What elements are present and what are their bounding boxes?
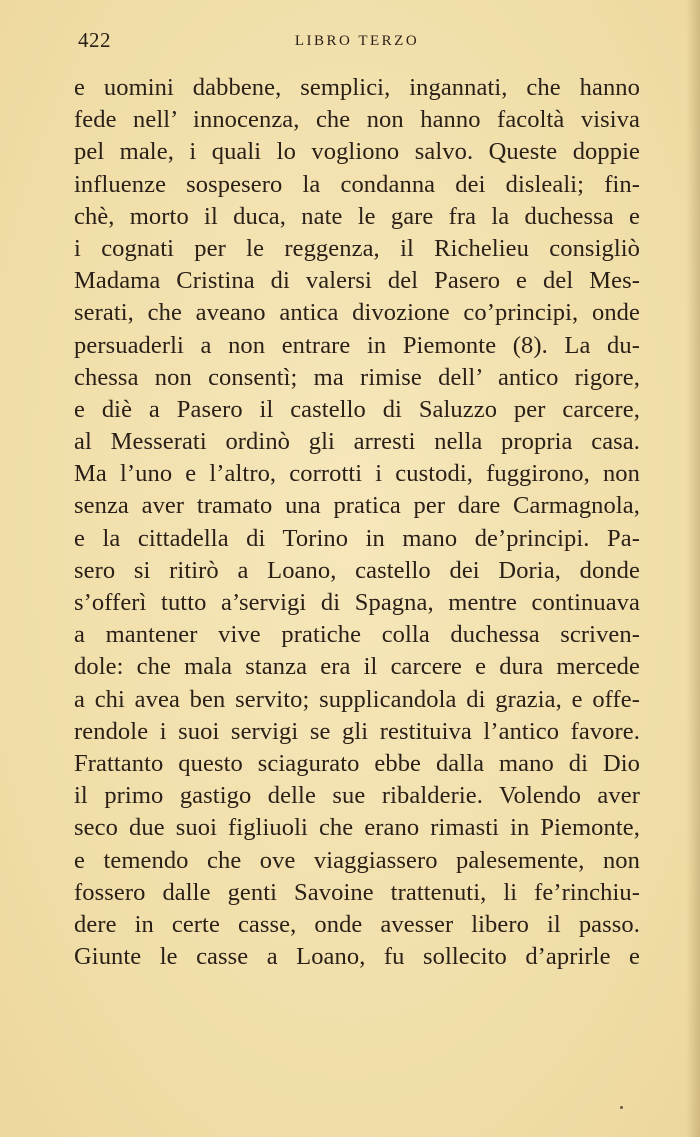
text-line: e uomini dabbene, semplici, ingannati, che hanno [74,74,640,101]
text-line: sero si ritirò a Loano, castello dei Doria, donde [74,556,640,584]
text-line: Frattanto questo sciagurato ebbe dalla mano di Dio [74,749,640,777]
text-line: e temendo che ove viaggiassero palesemente, non [74,846,640,874]
text-line: pel male, i quali lo vogliono salvo. Queste doppie [74,138,640,166]
text-line: Giunte le casse a Loano, fu sollecito d’aprirle e [74,943,640,971]
text-line: dole: che mala stanza era il carcere e dura mercede [74,653,640,681]
page-number: 422 [78,28,111,52]
running-title: LIBRO TERZO [294,33,420,49]
body-text [74,72,640,973]
text-line: Ma l’uno e l’altro, corrotti i custodi, fuggirono, non [74,460,640,488]
text-line: serati, che aveano antica divozione co’principi, onde [74,299,640,327]
text-line: chè, morto il duca, nate le gare fra la duchessa e [74,202,640,230]
text-line: il primo gastigo delle sue ribalderie. Volendo aver [74,782,640,810]
text-line: influenze sospesero la condanna dei disleali; fin- [74,170,640,198]
text-line: e la cittadella di Torino in mano de’principi. Pa- [74,524,640,552]
text-line: dere in certe casse, onde avesser libero il passo. [74,910,640,938]
text-line: persuaderli a non entrare in Piemonte (8). La du- [74,331,640,359]
text-line: a chi avea ben servito; supplicandola di grazia, e offe- [74,685,640,713]
text-line: fossero dalle genti Savoine trattenuti, li fe’rinchiu- [74,878,640,906]
text-line: senza aver tramato una pratica per dare Carmagnola, [74,492,640,520]
text-line: e diè a Pasero il castello di Saluzzo per carcere, [74,395,640,423]
text-line: a mantener vive pratiche colla duchessa scriven- [74,621,640,649]
text-line: al Messerati ordinò gli arresti nella propria casa. [74,428,640,456]
text-line: i cognati per le reggenza, il Richelieu consigliò [74,234,640,262]
paper-speck [620,1106,623,1109]
page-header [74,28,640,58]
text-line: Madama Cristina di valersi del Pasero e del Mes- [74,267,640,295]
text-line: s’offerì tutto a’servigi di Spagna, mentre continuava [74,589,640,616]
text-line: chessa non consentì; ma rimise dell’ antico rigore, [74,363,640,391]
text-line: rendole i suoi servigi se gli restituiva l’antico favore. [74,717,640,745]
text-line: fede nell’ innocenza, che non hanno facoltà visiva [74,106,640,134]
page-edge-shadow [686,0,700,1137]
text-line: seco due suoi figliuoli che erano rimasti in Piemonte, [74,814,640,842]
